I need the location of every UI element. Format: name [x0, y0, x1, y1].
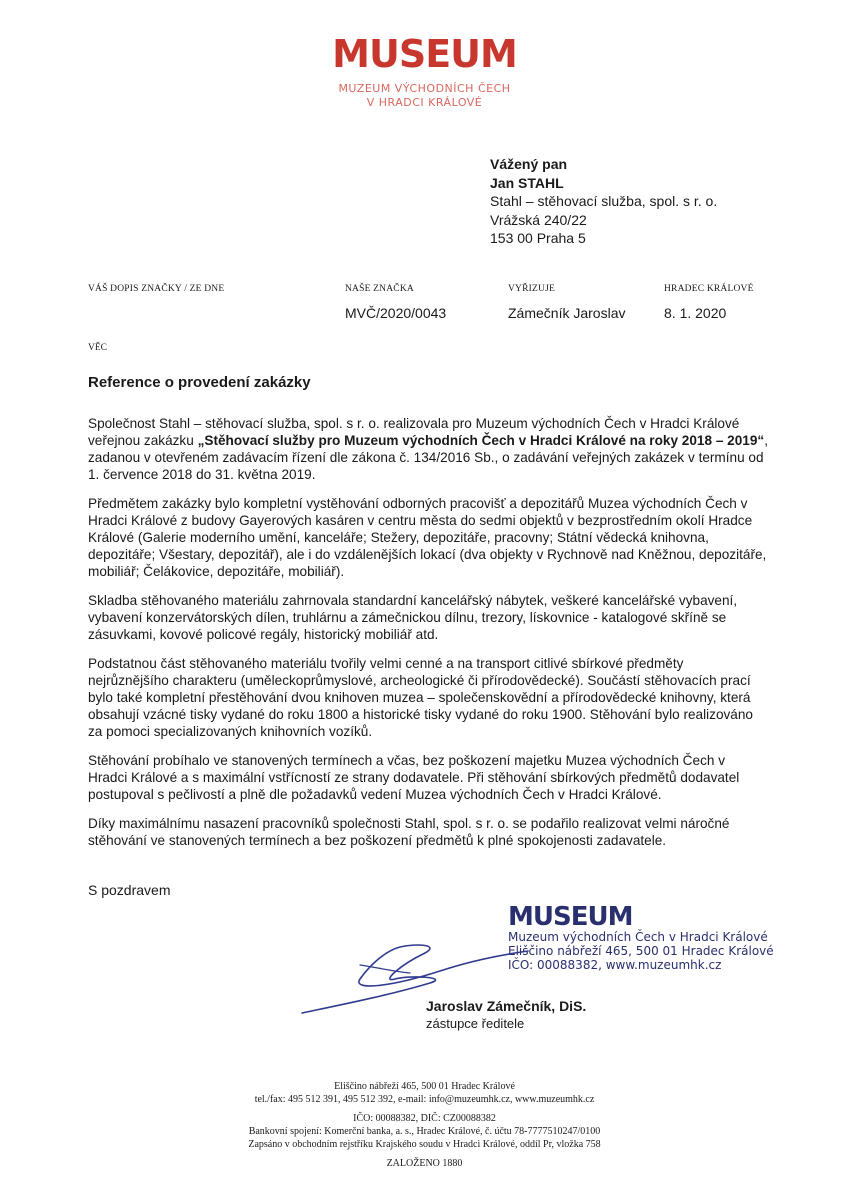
paragraph-5: Stěhování probíhalo ve stanovených termínech a včas, bez poškození majetku Muzea východních Čech v Hradci Králové a s maximální vstřícností ze strany dodavatele. Při stěhování sbírkových předmětů dodavatel postupoval s pečlivostí a plně dle požadavků vedení Muzea východních Čech v Hradci Králové. [88, 753, 740, 802]
footer-founded: ZALOŽENO 1880 [386, 1158, 463, 1169]
logo-subtitle-line1: MUZEUM VÝCHODNÍCH ČECH [338, 82, 511, 95]
stamp-line1: Muzeum východních Čech v Hradci Králové [508, 930, 768, 944]
footer-contact: tel./fax: 495 512 391, 495 512 392, e-mail: info@muzeumhk.cz, www.muzeumhk.cz [254, 1094, 595, 1105]
paragraph-1-text-a: Společnost Stahl – stěhovací služba, spol. s r. o. realizovala pro Muzeum východních Čech v Hradci Králové veřejnou zakázku [88, 416, 740, 448]
signatory-name: Jaroslav Zámečník, DiS. [426, 998, 587, 1014]
handled-by-label: VYŘIZUJE [508, 284, 555, 294]
stamp-line3: IČO: 00088382, www.muzeumhk.cz [508, 958, 722, 972]
subject-heading: Reference o provedení zakázky [88, 374, 311, 391]
addressee-salutation: Vážený pan [490, 156, 568, 172]
stamp-logo: MUSEUM [508, 902, 633, 932]
paragraph-4: Podstatnou část stěhovaného materiálu tvořily velmi cenné a na transport citlivé sbírkové předměty nejrůznějšího charakteru (uměleckoprůmyslové, archeologické či přírodovědecké). Součástí stěhovacích prací bylo také kompletní přestěhování dvou knihoven muzea – společenskovědní a přírodovědecké knihovny, která obsahují vzácné tisky vydané do roku 1800 a historické tisky vydané do roku 1900. Stěhování bylo realizováno za pomoci specializovaných knihovních vozíků. [88, 656, 753, 739]
paragraph-1 [88, 415, 768, 483]
letter-footer [0, 1080, 849, 1151]
addressee-name: Jan STAHL [490, 174, 564, 191]
letter-body [88, 415, 768, 861]
place-label: HRADEC KRÁLOVÉ [664, 284, 754, 294]
our-ref-value: MVČ/2020/0043 [345, 305, 447, 321]
handled-by-value: Zámečník Jaroslav [508, 305, 626, 321]
footer-address: Eliščino nábřeží 465, 500 01 Hradec Králové [334, 1081, 515, 1092]
footer-bank: Bankovní spojení: Komerční banka, a. s., Hradec Králové, č. účtu 78-7777510247/0100 [248, 1126, 601, 1137]
closing-greeting: S pozdravem [88, 882, 171, 898]
museum-logo: MUSEUM [332, 32, 517, 76]
our-ref-label: NAŠE ZNAČKA [345, 284, 414, 294]
signatory-title: zástupce ředitele [426, 1016, 525, 1031]
logo-subtitle-line2: V HRADCI KRÁLOVÉ [366, 96, 483, 109]
addressee-company: Stahl – stěhovací služba, spol. s r. o. [490, 193, 718, 209]
addressee-block [490, 155, 717, 248]
paragraph-6: Díky maximálnímu nasazení pracovníků společnosti Stahl, spol. s r. o. se podařilo realizovat velmi náročné stěhování ve stanovených termínech a bez poškození předmětů k plné spokojenosti zadavatele. [88, 816, 730, 848]
addressee-city: 153 00 Praha 5 [490, 230, 586, 246]
addressee-street: Vrážská 240/22 [490, 211, 587, 228]
paragraph-2: Předmětem zakázky bylo kompletní vystěhování odborných pracovišť a depozitářů Muzea východních Čech v Hradci Králové z budovy Gayerových kasáren v centru města do sedmi objektů v bezprostředním okolí Hradce Králové (Galerie moderního umění, kanceláře; Stežery, depozitáře, pracovny; Státní vědecká knihovna, depozitáře; Všestary, depozitář), ale i do vzdálenějších lokací (dva objekty v Rychnově nad Kněžnou, depozitáře, mobiliář; Čelákovice, depozitáře, mobiliář). [88, 496, 767, 579]
paragraph-3: Skladba stěhovaného materiálu zahrnovala standardní kancelářský nábytek, veškeré kancelářské vybavení, vybavení konzervátorských dílen, truhlárnu a zámečnickou dílnu, trezory, lískovnice - katalogové skříně se zásuvkami, kovové policové regály, historický mobiliář atd. [88, 593, 738, 642]
subject-label: VĚC [88, 343, 107, 353]
date-value: 8. 1. 2020 [664, 305, 727, 321]
your-ref-label: VÁŠ DOPIS ZNAČKY / ZE DNE [88, 284, 225, 294]
footer-ids: IČO: 00088382, DIČ: CZ00088382 [353, 1113, 496, 1124]
contract-name: „Stěhovací služby pro Muzeum východních Čech v Hradci Králové na roky 2018 – 2019“ [197, 433, 765, 448]
paragraph-1-text-b: , zadanou v otevřeném zadávacím řízení dle zákona č. 134/2016 Sb., o zadávání veřejných zakázek v termínu od 1. července 2018 do 31. května 2019. [88, 433, 768, 482]
footer-registry: Zapsáno v obchodním rejstříku Krajského soudu v Hradci Králové, oddíl Pr, vložka 758 [248, 1139, 601, 1150]
official-stamp [508, 904, 774, 972]
stamp-line2: Eliščino nábřeží 465, 500 01 Hradec Králové [508, 944, 774, 958]
